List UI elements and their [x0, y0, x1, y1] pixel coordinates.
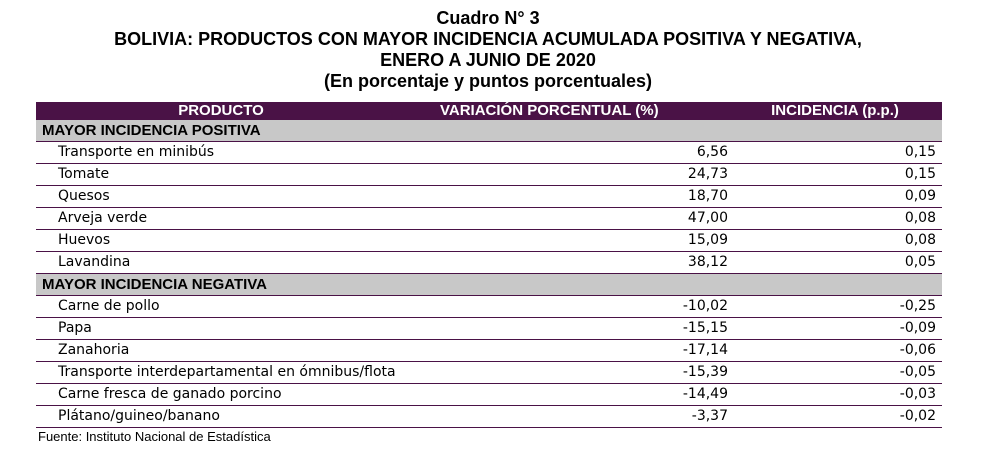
- product-cell: Huevos: [36, 230, 436, 252]
- variation-cell: 6,56: [436, 142, 734, 164]
- variation-cell: -10,02: [436, 296, 734, 318]
- incidence-cell: 0,15: [734, 142, 942, 164]
- table-row: [36, 362, 942, 384]
- table-title: BOLIVIA: PRODUCTOS CON MAYOR INCIDENCIA ACUMULADA POSITIVA Y NEGATIVA,: [114, 29, 862, 49]
- column-header-producto: PRODUCTO: [36, 102, 436, 120]
- product-cell: Carne de pollo: [36, 296, 436, 318]
- table-row: [36, 340, 942, 362]
- section-label: MAYOR INCIDENCIA POSITIVA: [36, 120, 942, 142]
- section-row: [36, 120, 942, 142]
- product-cell: Plátano/guineo/banano: [36, 406, 436, 428]
- table-row: [36, 230, 942, 252]
- incidence-cell: 0,05: [734, 252, 942, 274]
- table-row: [36, 164, 942, 186]
- table-row: [36, 296, 942, 318]
- table-row: [36, 318, 942, 340]
- incidence-cell: 0,08: [734, 230, 942, 252]
- variation-cell: -15,15: [436, 318, 734, 340]
- table-row: [36, 406, 942, 428]
- incidence-cell: -0,25: [734, 296, 942, 318]
- incidence-cell: -0,02: [734, 406, 942, 428]
- section-label: MAYOR INCIDENCIA NEGATIVA: [36, 274, 942, 296]
- variation-cell: 18,70: [436, 186, 734, 208]
- column-header-variacion: VARIACIÓN PORCENTUAL (%): [436, 102, 734, 120]
- variation-cell: 38,12: [436, 252, 734, 274]
- product-cell: Tomate: [36, 164, 436, 186]
- table-number: Cuadro N° 3: [436, 8, 540, 28]
- section-row: [36, 274, 942, 296]
- variation-cell: -15,39: [436, 362, 734, 384]
- product-cell: Papa: [36, 318, 436, 340]
- incidence-cell: -0,09: [734, 318, 942, 340]
- product-cell: Lavandina: [36, 252, 436, 274]
- incidence-cell: 0,08: [734, 208, 942, 230]
- table-title-block: [0, 8, 976, 92]
- data-table: [36, 102, 942, 428]
- product-cell: Transporte en minibús: [36, 142, 436, 164]
- incidence-cell: -0,03: [734, 384, 942, 406]
- table-row: [36, 384, 942, 406]
- incidence-cell: -0,05: [734, 362, 942, 384]
- variation-cell: 24,73: [436, 164, 734, 186]
- column-header-incidencia: INCIDENCIA (p.p.): [734, 102, 942, 120]
- variation-cell: 15,09: [436, 230, 734, 252]
- table-row: [36, 186, 942, 208]
- incidence-cell: 0,15: [734, 164, 942, 186]
- incidence-cell: 0,09: [734, 186, 942, 208]
- variation-cell: -14,49: [436, 384, 734, 406]
- table-row: [36, 208, 942, 230]
- variation-cell: -3,37: [436, 406, 734, 428]
- product-cell: Zanahoria: [36, 340, 436, 362]
- product-cell: Quesos: [36, 186, 436, 208]
- product-cell: Carne fresca de ganado porcino: [36, 384, 436, 406]
- variation-cell: 47,00: [436, 208, 734, 230]
- variation-cell: -17,14: [436, 340, 734, 362]
- table-title-period: ENERO A JUNIO DE 2020: [380, 50, 596, 70]
- product-cell: Transporte interdepartamental en ómnibus/flota: [36, 362, 436, 384]
- table-row: [36, 252, 942, 274]
- table-units: (En porcentaje y puntos porcentuales): [323, 71, 653, 91]
- incidence-cell: -0,06: [734, 340, 942, 362]
- table-row: [36, 142, 942, 164]
- source-note: Fuente: Instituto Nacional de Estadística: [38, 429, 271, 444]
- header-row: [36, 102, 942, 120]
- table-body: [36, 120, 942, 428]
- product-cell: Arveja verde: [36, 208, 436, 230]
